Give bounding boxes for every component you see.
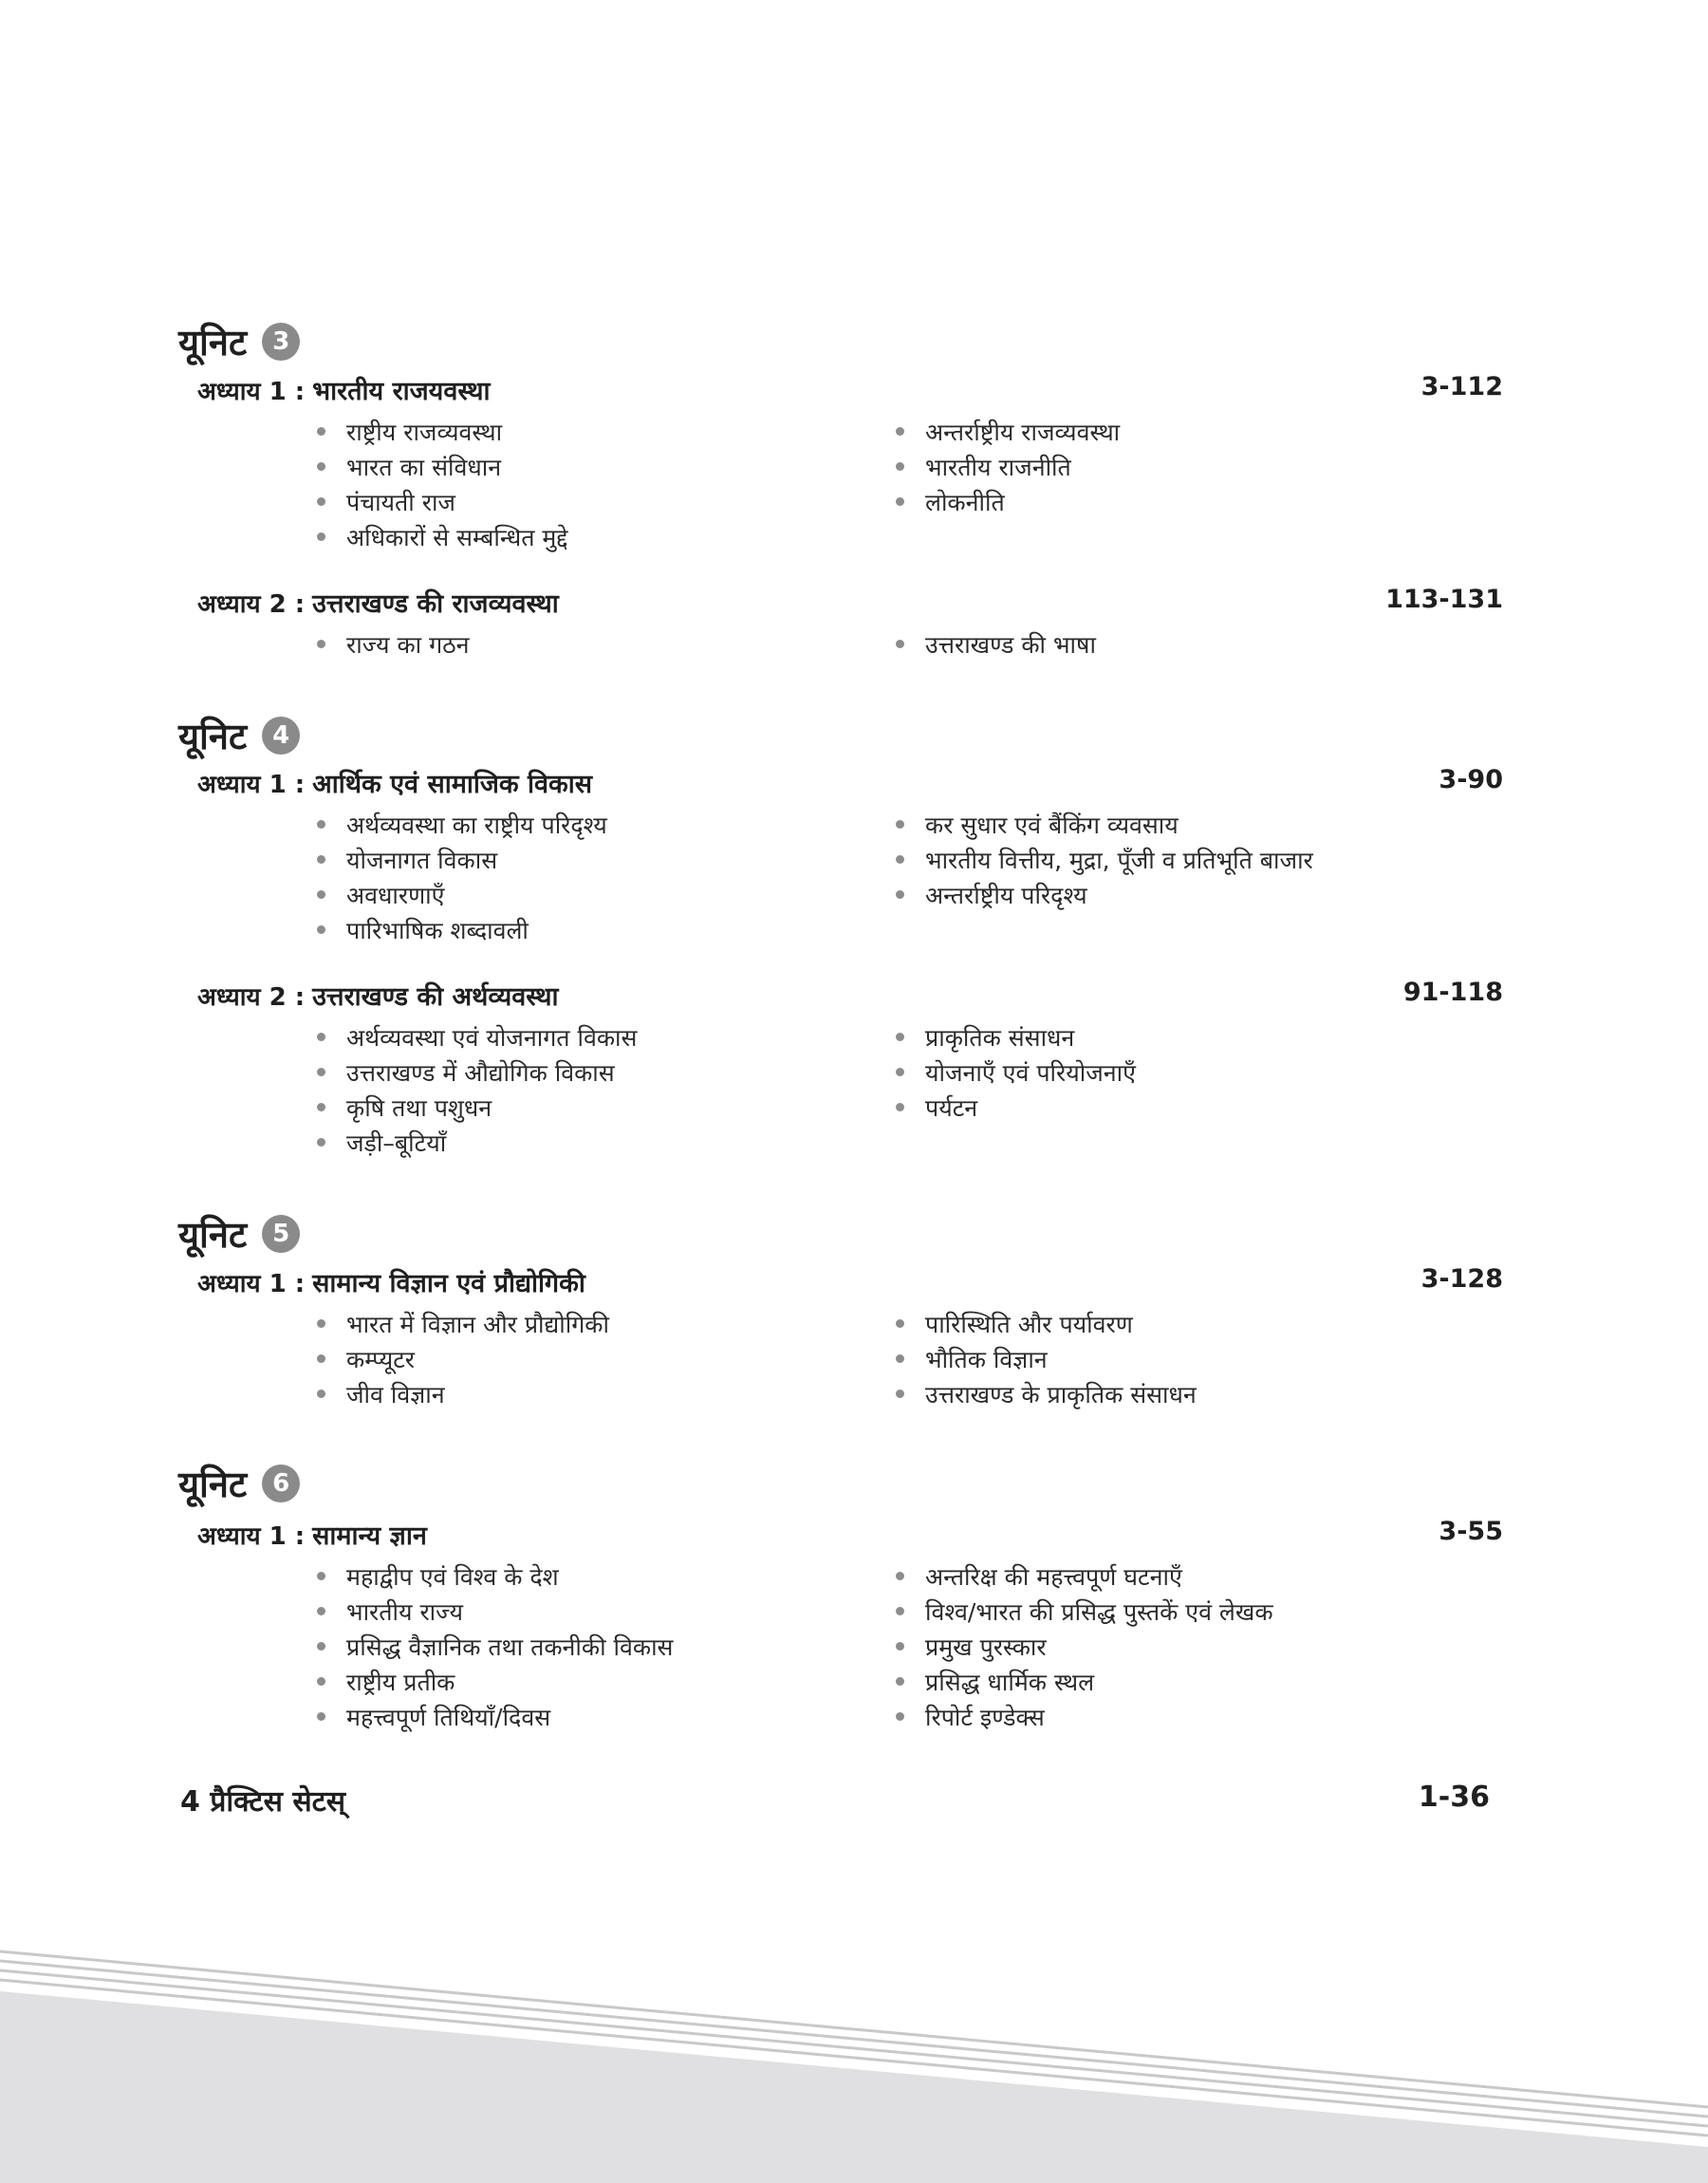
topic-text: उत्तराखण्ड की भाषा xyxy=(925,630,1096,659)
chapter-heading xyxy=(197,372,1503,414)
topic-column-right xyxy=(896,1558,1475,1734)
topic-text: राष्ट्रीय प्रतीक xyxy=(346,1668,455,1696)
chapter-title: उत्तराखण्ड की राजव्यवस्था xyxy=(312,589,559,619)
topic-column-right xyxy=(896,626,1475,662)
practice-sets-label: 4 प्रैक्टिस सेटस् xyxy=(180,1785,346,1819)
unit-heading xyxy=(178,1205,300,1262)
topic-item xyxy=(317,484,896,519)
topic-item xyxy=(896,1019,1475,1054)
topic-item xyxy=(896,1629,1475,1664)
topic-item xyxy=(317,1558,896,1594)
unit-label: यूनिट xyxy=(178,1464,248,1505)
topic-list xyxy=(317,1019,1503,1160)
practice-sets-pages: 1-36 xyxy=(1418,1781,1490,1814)
topic-item xyxy=(317,519,896,554)
topic-item xyxy=(317,1054,896,1090)
topic-item xyxy=(896,1341,1475,1376)
bullet-icon xyxy=(317,1319,325,1328)
bullet-icon xyxy=(317,820,325,829)
topic-text: अधिकारों से सम्बन्धित मुद्दे xyxy=(346,523,568,551)
topic-column-left xyxy=(317,807,896,947)
topic-text: कृषि तथा पशुधन xyxy=(346,1093,492,1122)
unit-number-badge: 6 xyxy=(262,1465,300,1502)
bullet-icon xyxy=(896,1103,904,1111)
bullet-icon xyxy=(896,1068,904,1076)
chapter-page-range: 3-55 xyxy=(1439,1517,1503,1546)
unit-label: यूनिट xyxy=(178,1214,248,1256)
topic-column-right xyxy=(896,1019,1475,1160)
topic-text: महाद्वीप एवं विश्व के देश xyxy=(346,1562,559,1591)
bullet-icon xyxy=(896,1677,904,1686)
chapter-page-range: 3-90 xyxy=(1439,765,1503,794)
bullet-icon xyxy=(896,890,904,899)
topic-item xyxy=(317,1125,896,1160)
bullet-icon xyxy=(317,1033,325,1041)
topic-text: भारतीय राजनीति xyxy=(925,453,1071,481)
chapter-block xyxy=(197,1517,1503,1734)
topic-item xyxy=(317,1664,896,1699)
chapter-block xyxy=(197,585,1503,662)
topic-item xyxy=(896,414,1475,449)
topic-text: उत्तराखण्ड के प्राकृतिक संसाधन xyxy=(925,1380,1197,1409)
topic-column-left xyxy=(317,414,896,554)
bullet-icon xyxy=(896,1642,904,1651)
topic-item xyxy=(896,1090,1475,1125)
bullet-icon xyxy=(317,1677,325,1686)
chapter-number: अध्याय 2 : xyxy=(197,590,306,619)
unit-heading xyxy=(178,707,300,764)
chapter-title: उत्तराखण्ड की अर्थव्यवस्था xyxy=(312,982,559,1012)
topic-item xyxy=(317,1019,896,1054)
topic-text: अन्तरिक्ष की महत्त्वपूर्ण घटनाएँ xyxy=(925,1562,1182,1591)
topic-item xyxy=(896,1594,1475,1629)
topic-item xyxy=(317,1090,896,1125)
topic-item xyxy=(896,1306,1475,1341)
bullet-icon xyxy=(896,1607,904,1615)
topic-item xyxy=(317,626,896,662)
bullet-icon xyxy=(317,1712,325,1721)
footer-stripe-band xyxy=(0,1936,1708,2183)
topic-item xyxy=(317,1341,896,1376)
bullet-icon xyxy=(317,1642,325,1651)
chapter-title: भारतीय राजयवस्था xyxy=(312,377,491,406)
topic-text: जीव विज्ञान xyxy=(346,1380,445,1409)
bullet-icon xyxy=(896,497,904,506)
chapter-title: आर्थिक एवं सामाजिक विकास xyxy=(312,770,592,799)
bullet-icon xyxy=(317,925,325,934)
bullet-icon xyxy=(317,1390,325,1398)
bullet-icon xyxy=(317,1572,325,1580)
footer-band-fill xyxy=(0,1991,1708,2183)
chapter-block xyxy=(197,1264,1503,1411)
bullet-icon xyxy=(317,532,325,541)
topic-text: प्राकृतिक संसाधन xyxy=(925,1023,1075,1052)
topic-text: अन्तर्राष्ट्रीय परिदृश्य xyxy=(925,881,1087,909)
bullet-icon xyxy=(896,1033,904,1041)
topic-text: पर्यटन xyxy=(925,1093,978,1122)
topic-text: पारिभाषिक शब्दावली xyxy=(346,916,529,944)
bullet-icon xyxy=(896,820,904,829)
topic-text: जड़ी–बूटियाँ xyxy=(346,1129,447,1157)
chapter-heading xyxy=(197,1264,1503,1306)
bullet-icon xyxy=(317,1138,325,1147)
chapter-heading xyxy=(197,585,1503,626)
bullet-icon xyxy=(896,427,904,436)
topic-text: भारत का संविधान xyxy=(346,453,502,481)
topic-list xyxy=(317,807,1503,947)
topic-item xyxy=(896,1699,1475,1734)
topic-text: भारत में विज्ञान और प्रौद्योगिकी xyxy=(346,1310,609,1338)
topic-item xyxy=(896,807,1475,842)
chapter-page-range: 113-131 xyxy=(1385,585,1503,614)
topic-item xyxy=(896,1376,1475,1411)
topic-item xyxy=(896,842,1475,877)
topic-column-left xyxy=(317,1019,896,1160)
bullet-icon xyxy=(317,462,325,471)
topic-text: रिपोर्ट इण्डेक्स xyxy=(925,1703,1045,1731)
topic-column-left xyxy=(317,1306,896,1411)
topic-text: महत्त्वपूर्ण तिथियाँ/दिवस xyxy=(346,1703,551,1731)
bullet-icon xyxy=(317,427,325,436)
topic-column-right xyxy=(896,807,1475,947)
topic-item xyxy=(317,912,896,947)
topic-text: पारिस्थिति और पर्यावरण xyxy=(925,1310,1133,1338)
unit-number-badge: 3 xyxy=(262,323,300,361)
bullet-icon xyxy=(896,1572,904,1580)
topic-item xyxy=(317,414,896,449)
topic-item xyxy=(896,1054,1475,1090)
topic-text: प्रसिद्ध धार्मिक स्थल xyxy=(925,1668,1095,1696)
unit-heading xyxy=(178,1455,300,1512)
bullet-icon xyxy=(317,640,325,648)
topic-text: विश्व/भारत की प्रसिद्ध पुस्तकें एवं लेखक xyxy=(925,1597,1273,1626)
topic-item xyxy=(317,807,896,842)
topic-text: अवधारणाएँ xyxy=(346,881,445,909)
topic-item xyxy=(896,626,1475,662)
topic-list xyxy=(317,626,1503,662)
topic-text: पंचायती राज xyxy=(346,488,455,516)
topic-item xyxy=(896,1664,1475,1699)
topic-text: प्रमुख पुरस्कार xyxy=(925,1633,1047,1661)
chapter-heading xyxy=(197,1517,1503,1558)
topic-text: योजनागत विकास xyxy=(346,846,498,874)
topic-column-left xyxy=(317,626,896,662)
chapter-block xyxy=(197,978,1503,1160)
topic-item xyxy=(317,1594,896,1629)
bullet-icon xyxy=(896,1390,904,1398)
topic-text: अन्तर्राष्ट्रीय राजव्यवस्था xyxy=(925,418,1121,446)
topic-text: प्रसिद्ध वैज्ञानिक तथा तकनीकी विकास xyxy=(346,1633,674,1661)
topic-item xyxy=(317,1699,896,1734)
topic-item xyxy=(896,877,1475,912)
chapter-number: अध्याय 1 : xyxy=(197,771,306,799)
practice-sets-row xyxy=(180,1781,1490,1828)
chapter-page-range: 91-118 xyxy=(1402,978,1503,1007)
bullet-icon xyxy=(317,1103,325,1111)
unit-number-badge: 5 xyxy=(262,1215,300,1253)
topic-text: अर्थव्यवस्था का राष्ट्रीय परिदृश्य xyxy=(346,811,607,839)
unit-number-badge: 4 xyxy=(262,717,300,755)
chapter-page-range: 3-128 xyxy=(1420,1264,1503,1294)
chapter-block xyxy=(197,372,1503,554)
chapter-title: सामान्य विज्ञान एवं प्रौद्योगिकी xyxy=(312,1269,585,1298)
unit-heading xyxy=(178,313,300,370)
chapter-page-range: 3-112 xyxy=(1420,372,1503,401)
topic-item xyxy=(896,484,1475,519)
chapter-heading xyxy=(197,978,1503,1019)
topic-text: भारतीय वित्तीय, मुद्रा, पूँजी व प्रतिभूति बाजार xyxy=(925,846,1313,874)
bullet-icon xyxy=(896,855,904,864)
topic-column-right xyxy=(896,414,1475,554)
bullet-icon xyxy=(317,1068,325,1076)
chapter-heading xyxy=(197,765,1503,807)
bullet-icon xyxy=(317,1354,325,1363)
topic-item xyxy=(317,1306,896,1341)
topic-text: अर्थव्यवस्था एवं योजनागत विकास xyxy=(346,1023,638,1052)
topic-text: राष्ट्रीय राजव्यवस्था xyxy=(346,418,503,446)
topic-item xyxy=(896,449,1475,484)
topic-item xyxy=(317,1376,896,1411)
bullet-icon xyxy=(896,1354,904,1363)
chapter-title: सामान्य ज्ञान xyxy=(312,1521,427,1551)
topic-text: कम्प्यूटर xyxy=(346,1345,416,1373)
topic-text: योजनाएँ एवं परियोजनाएँ xyxy=(925,1058,1136,1087)
chapter-number: अध्याय 2 : xyxy=(197,983,306,1012)
chapter-number: अध्याय 1 : xyxy=(197,1270,306,1298)
topic-text: लोकनीति xyxy=(925,488,1005,516)
topic-item xyxy=(317,877,896,912)
chapter-block xyxy=(197,765,1503,947)
unit-label: यूनिट xyxy=(178,322,248,364)
bullet-icon xyxy=(317,855,325,864)
topic-text: भौतिक विज्ञान xyxy=(925,1345,1048,1373)
topic-column-right xyxy=(896,1306,1475,1411)
topic-text: उत्तराखण्ड में औद्योगिक विकास xyxy=(346,1058,615,1087)
bullet-icon xyxy=(896,1712,904,1721)
topic-text: राज्य का गठन xyxy=(346,630,470,659)
bullet-icon xyxy=(896,1319,904,1328)
bullet-icon xyxy=(896,462,904,471)
topic-item xyxy=(317,842,896,877)
unit-label: यूनिट xyxy=(178,716,248,757)
topic-list xyxy=(317,1306,1503,1411)
bullet-icon xyxy=(896,640,904,648)
topic-item xyxy=(317,1629,896,1664)
topic-item xyxy=(896,1558,1475,1594)
topic-list xyxy=(317,414,1503,554)
bullet-icon xyxy=(317,1607,325,1615)
bullet-icon xyxy=(317,890,325,899)
topic-column-left xyxy=(317,1558,896,1734)
topic-text: भारतीय राज्य xyxy=(346,1597,463,1626)
bullet-icon xyxy=(317,497,325,506)
topic-text: कर सुधार एवं बैंकिंग व्यवसाय xyxy=(925,811,1179,839)
topic-item xyxy=(317,449,896,484)
topic-list xyxy=(317,1558,1503,1734)
chapter-number: अध्याय 1 : xyxy=(197,378,306,406)
chapter-number: अध्याय 1 : xyxy=(197,1522,306,1551)
